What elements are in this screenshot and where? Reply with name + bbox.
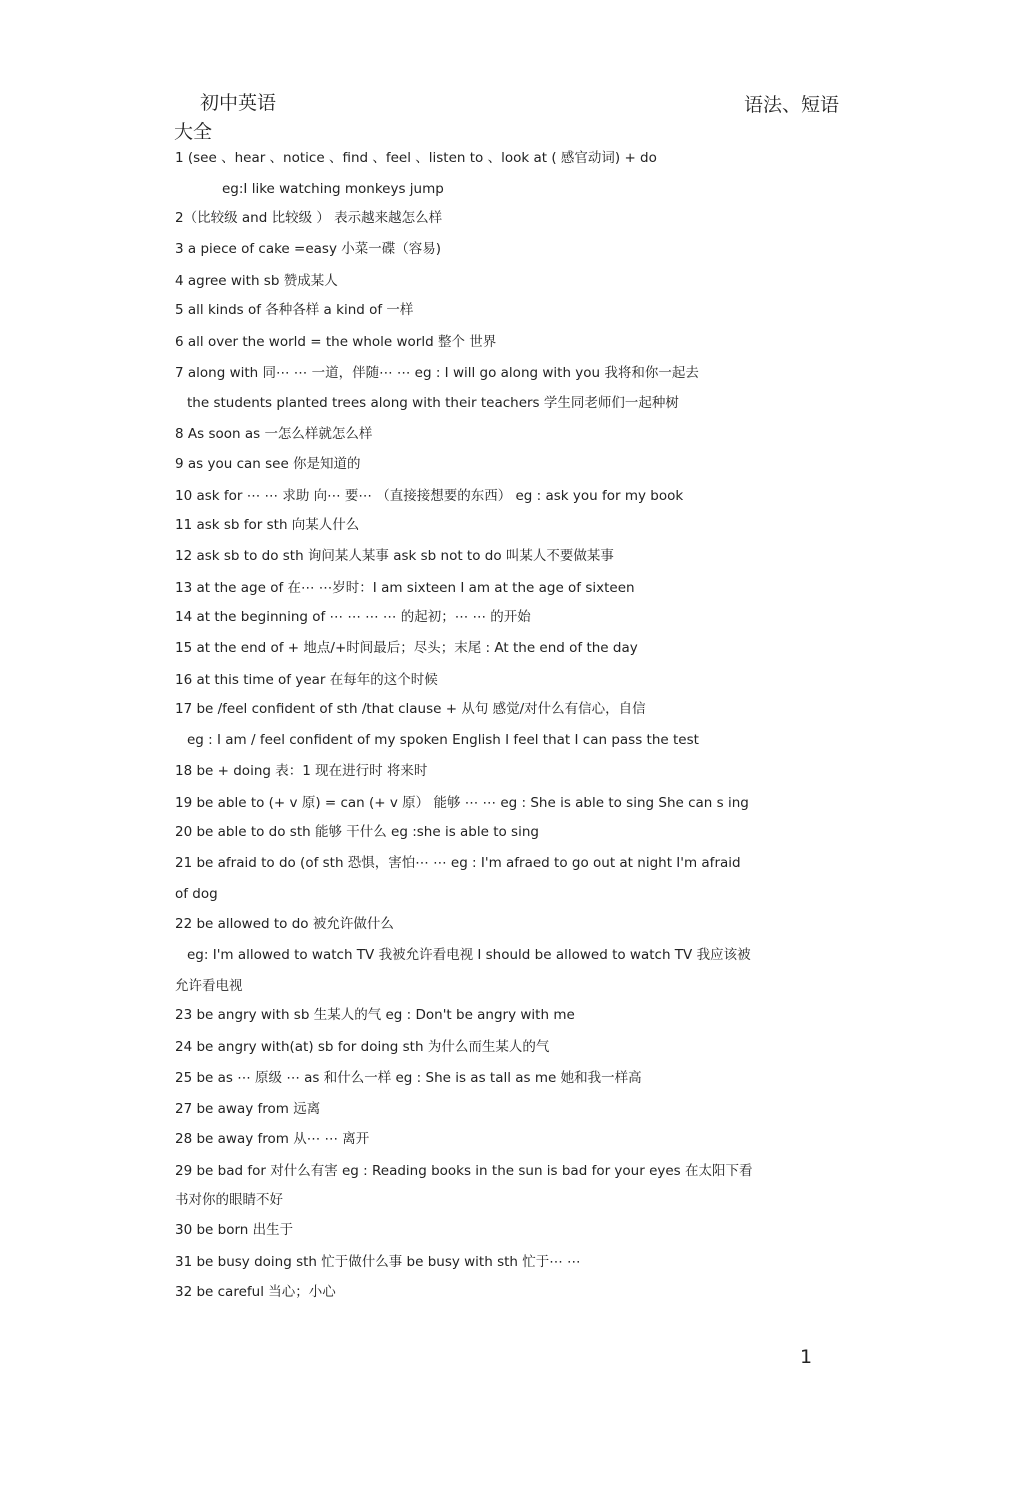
text-line: 2（比较级 and 比较级 ） 表示越来越怎么样 [175, 210, 443, 226]
text-line: 23 be angry with sb 生某人的气 eg : Don't be angry with me [175, 1007, 575, 1023]
text-line: 13 at the age of 在⋯ ⋯岁时：I am sixteen I am at the age of sixteen [175, 580, 635, 596]
text-line: 31 be busy doing sth 忙于做什么事 be busy with sth 忙于⋯ ⋯ [175, 1254, 581, 1270]
text-line: 15 at the end of + 地点/+时间最后；尽头；末尾 : At the end of the day [175, 640, 638, 656]
text-line: 17 be /feel confident of sth /that clause + 从句 感觉/对什么有信心，自信 [175, 701, 646, 717]
text-line: 20 be able to do sth 能够 干什么 eg :she is able to sing [175, 824, 539, 840]
text-line: 16 at this time of year 在每年的这个时候 [175, 672, 438, 688]
text-line: 29 be bad for 对什么有害 eg : Reading books in the sun is bad for your eyes 在太阳下看 [175, 1163, 753, 1179]
text-line: 21 be afraid to do (of sth 恐惧，害怕⋯ ⋯ eg : I'm afraed to go out at night I'm afraid [175, 855, 741, 871]
text-line: eg : I am / feel confident of my spoken English I feel that I can pass the test [187, 732, 699, 748]
text-line: 28 be away from 从⋯ ⋯ 离开 [175, 1131, 370, 1147]
text-line: 8 As soon as 一怎么样就怎么样 [175, 426, 373, 442]
text-line: 4 agree with sb 赞成某人 [175, 273, 338, 289]
text-line: 32 be careful 当心；小心 [175, 1284, 336, 1300]
text-line: 14 at the beginning of ⋯ ⋯ ⋯ ⋯ 的起初；⋯ ⋯ 的开始 [175, 609, 531, 625]
text-line: 6 all over the world = the whole world 整个 世界 [175, 334, 497, 350]
text-line: 7 along with 同⋯ ⋯ 一道，伴随⋯ ⋯ eg : I will go along with you 我将和你一起去 [175, 365, 699, 381]
text-line: eg:I like watching monkeys jump [222, 181, 444, 197]
text-line: 22 be allowed to do 被允许做什么 [175, 916, 394, 932]
text-line: eg: I'm allowed to watch TV 我被允许看电视 I should be allowed to watch TV 我应该被 [187, 947, 751, 963]
text-line: 9 as you can see 你是知道的 [175, 456, 361, 472]
text-line: 30 be born 出生于 [175, 1222, 294, 1238]
text-line: 允许看电视 [175, 978, 243, 994]
text-line: 1 (see 、hear 、notice 、find 、feel 、listen to 、look at ( 感官动词) + do [175, 150, 657, 166]
text-line: 25 be as ⋯ 原级 ⋯ as 和什么一样 eg : She is as tall as me 她和我一样高 [175, 1070, 642, 1086]
text-line: 10 ask for ⋯ ⋯ 求助 向⋯ 要⋯ （直接接想要的东西） eg : ask you for my book [175, 488, 684, 504]
header-subtitle: 大全 [174, 121, 213, 143]
text-line: 24 be angry with(at) sb for doing sth 为什么而生某人的气 [175, 1039, 550, 1055]
text-line: 11 ask sb for sth 向某人什么 [175, 517, 360, 533]
text-line: the students planted trees along with their teachers 学生同老师们一起种树 [187, 395, 679, 411]
text-line: 书对你的眼睛不好 [175, 1192, 283, 1208]
text-line: 18 be + doing 表：1 现在进行时 将来时 [175, 763, 428, 779]
text-line: 3 a piece of cake =easy 小菜一碟（容易) [175, 241, 441, 257]
text-line: 27 be away from 远离 [175, 1101, 321, 1117]
text-line: of dog [175, 886, 218, 902]
text-line: 5 all kinds of 各种各样 a kind of 一样 [175, 302, 414, 318]
text-line: 12 ask sb to do sth 询问某人某事 ask sb not to do 叫某人不要做某事 [175, 548, 614, 564]
header-right-title: 语法、短语 [744, 94, 840, 116]
header-left-title: 初中英语 [200, 92, 277, 114]
page-number: 1 [800, 1346, 813, 1368]
text-line: 19 be able to (+ v 原) = can (+ v 原） 能够 ⋯ ⋯ eg : She is able to sing She can s ing [175, 795, 749, 811]
